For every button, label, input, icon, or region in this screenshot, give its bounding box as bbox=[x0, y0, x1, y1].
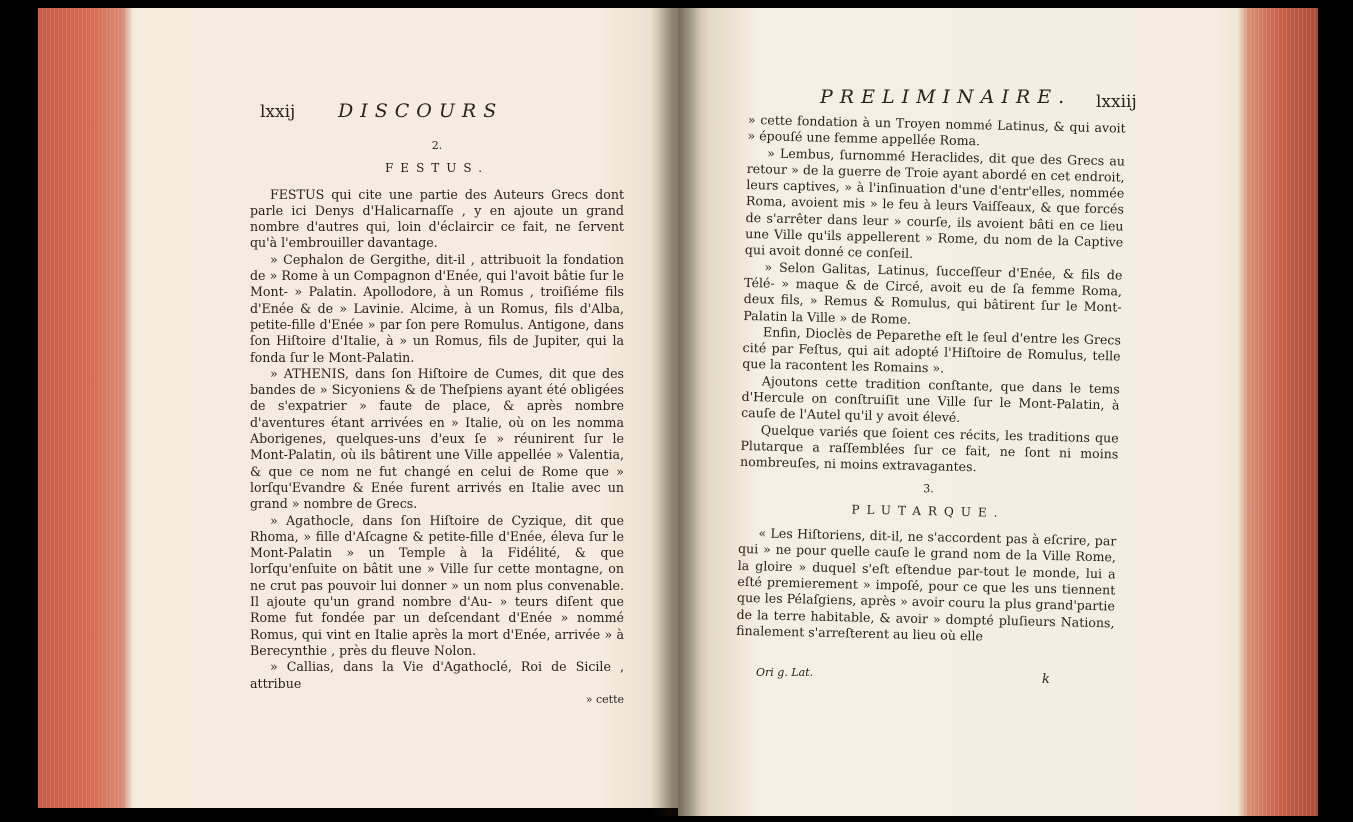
left-section-title: FESTUS. bbox=[384, 161, 490, 176]
left-section-number: 2. bbox=[431, 139, 443, 152]
right-paragraph: » cette fondation à un Troyen nommé Latinus, & qui avoit » épouſé une femme appellée Roma. bbox=[747, 112, 1126, 149]
left-paragraph: » ATHENIS, dans ſon Hiſtoire de Cumes, dit que des bandes de » Sicyoniens & de Theſpiens ayant été obligées de s'expatrier » faute de place, & après nombre d'aventures étant arrivées en » Italie, où on les nomma Aborigenes, quelques-uns d'eux ſe » réunirent ſur le Mont-Palatin, où ils bâtirent une Ville appellée » Valentia, & que ce nom ne fut changé en celui de Rome que » lorſqu'Evandre & Enée furent arrivés en Italie avec un grand » nombre de Grecs. bbox=[250, 365, 624, 512]
left-paragraph: FESTUS qui cite une partie des Auteurs Grecs dont parle ici Denys d'Halicarnaſſe , y en ajoute un grand nombre d'autres qui, loin d'éclaircir ce fait, ne ſervent qu'à l'embrouiller davantage. bbox=[250, 186, 624, 251]
book-gutter bbox=[650, 8, 700, 816]
right-paragraph: Enfin, Dioclès de Peparethe eſt le ſeul d'entre les Grecs cité par Feſtus, qui ait adopté l'Hiſtoire de Romulus, telle que la racontent les Romains ». bbox=[742, 324, 1122, 376]
right-section-title: PLUTARQUE. bbox=[851, 502, 1005, 520]
right-section-number: 3. bbox=[923, 481, 934, 495]
left-paragraph: » Callias, dans la Vie d'Agathoclé, Roi de Sicile , attribue bbox=[250, 659, 624, 691]
right-paragraph: » Lembus, ſurnommé Heraclides, dit que des Grecs au retour » de la guerre de Troie ayant abordé en cet endroit, leurs captives, » à l'inſinuation d'une d'entr'elles, nommée Roma, avoient mis » le feu à leurs Vaiſſeaux, & que forcés de s'arrêter dans leur » courſe, ils avoient bâti en ce lieu une Ville qu'ils appellerent » Rome, du nom de la Captive qui avoit donné ce conſeil. bbox=[744, 145, 1126, 262]
signature-mark: Ori g. Lat. bbox=[756, 666, 814, 679]
right-text bbox=[736, 112, 1126, 648]
left-paragraph: » Cephalon de Gergithe, dit-il , attribuoit la fondation de » Rome à un Compagnon d'Enée, qui l'avoit bâtie ſur le Mont- » Palatin. Apollodore, à un Romus , troiſiéme fils d'Enée & de » Lavinie. Alcime, à un Romus, fils d'Alba, petite-fille d'Enée » par ſon pere Romulus. Antigone, dans ſon Hiſtoire d'Italie, à » un Romus, fils de Jupiter, qui la fonda ſur le Mont-Palatin. bbox=[250, 251, 624, 365]
left-paragraph: » Agathocle, dans ſon Hiſtoire de Cyzique, dit que Rhoma, » fille d'Aſcagne & petite-fille d'Enée, éleva ſur le Mont-Palatin » un Temple à la Fidélité, & que lorſqu'enſuite on bâtit une » Ville ſur cette montagne, on ne crut pas pouvoir lui donner » un nom plus convenable. Il ajoute qu'un grand nombre d'Au- » teurs diſent que Rome fut fondée par un deſcendant d'Enée » nommé Romus, qui vint en Italie après la mort d'Enée, arrivée » à Berecynthie , près du fleuve Nolon. bbox=[250, 512, 624, 658]
left-folio: lxxij bbox=[260, 102, 296, 122]
left-catchword: » cette bbox=[585, 692, 624, 706]
right-page bbox=[678, 8, 1318, 816]
signature-letter: k bbox=[1042, 672, 1050, 687]
left-text bbox=[250, 132, 624, 708]
right-paragraph: Quelque variés que ſoient ces récits, les traditions que Plutarque a raſſemblées ſur ce fait, ne ſont ni moins nombreuſes, ni moins extravagantes. bbox=[739, 422, 1119, 475]
right-folio: lxxiij bbox=[1096, 92, 1137, 112]
left-page bbox=[38, 8, 678, 808]
right-running-title: PRELIMINAIRE. bbox=[820, 86, 1072, 108]
left-running-title: DISCOURS bbox=[338, 100, 504, 122]
right-paragraph: « Les Hiſtoriens, dit-il, ne s'accordent pas à eſcrire, par qui » ne pour quelle cauſe le grand nom de la Ville Rome, la gloire » duquel s'eſt eſtendue par-tout le monde, lui a eſté premierement » impoſé, pour ce que les uns tiennent que les Pélaſgiens, après » avoir couru la plus grand'partie de la terre habitable, & avoir » dompté pluſieurs Nations, finalement s'arreſterent au lieu où elle bbox=[736, 525, 1117, 644]
right-paragraph: » Selon Galitas, Latinus, ſucceſſeur d'Enée, & fils de Télé- » maque & de Circé, avoit eu de ſa femme Roma, deux fils, » Remus & Romulus, qui bâtirent ſur le Mont-Palatin la Ville » de Rome. bbox=[743, 259, 1123, 327]
right-paragraph: Ajoutons cette tradition conſtante, que dans le tems d'Hercule on conſtruiſit une Ville ſur le Mont-Palatin, à cauſe de l'Autel qu'il y avoit élevé. bbox=[741, 373, 1120, 426]
